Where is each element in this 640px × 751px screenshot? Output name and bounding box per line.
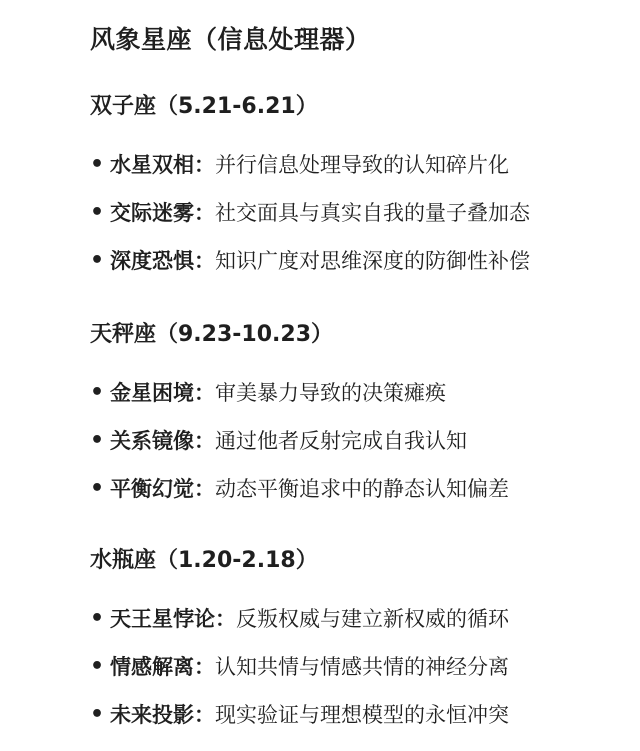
section-libra (90, 318, 620, 501)
bullet-icon: • (90, 248, 105, 273)
item-description: 社交面具与真实自我的量子叠加态 (215, 201, 530, 225)
item-term: 金星困境 (110, 381, 194, 405)
trait-list (90, 602, 620, 746)
item-separator: ： (194, 249, 215, 273)
list-item (90, 376, 620, 424)
item-description: 现实验证与理想模型的永恒冲突 (215, 703, 509, 727)
section-heading: 水瓶座（1.20-2.18） (90, 548, 318, 573)
item-separator: ： (194, 153, 215, 177)
list-item (90, 698, 620, 746)
section-gemini (90, 90, 620, 273)
list-item (90, 602, 620, 650)
bullet-icon: • (90, 606, 105, 631)
page-title: 风象星座（信息处理器） (90, 25, 371, 54)
section-heading: 双子座（5.21-6.21） (90, 94, 318, 119)
trait-list (90, 148, 620, 292)
bullet-icon: • (90, 152, 105, 177)
item-term: 平衡幻觉 (110, 477, 194, 501)
item-description: 知识广度对思维深度的防御性补偿 (215, 249, 530, 273)
item-separator: ： (194, 201, 215, 225)
item-separator: ： (194, 477, 215, 501)
item-description: 审美暴力导致的决策瘫痪 (215, 381, 446, 405)
bullet-icon: • (90, 702, 105, 727)
item-term: 天王星悖论 (110, 607, 215, 631)
item-separator: ： (194, 655, 215, 679)
item-separator: ： (194, 703, 215, 727)
item-term: 未来投影 (110, 703, 194, 727)
list-item (90, 244, 620, 292)
item-term: 关系镜像 (110, 429, 194, 453)
item-term: 深度恐惧 (110, 249, 194, 273)
item-description: 通过他者反射完成自我认知 (215, 429, 467, 453)
bullet-icon: • (90, 476, 105, 501)
item-description: 动态平衡追求中的静态认知偏差 (215, 477, 509, 501)
list-item (90, 148, 620, 196)
item-description: 认知共情与情感共情的神经分离 (215, 655, 509, 679)
list-item (90, 650, 620, 698)
bullet-icon: • (90, 380, 105, 405)
bullet-icon: • (90, 428, 105, 453)
item-separator: ： (194, 429, 215, 453)
list-item (90, 472, 620, 520)
bullet-icon: • (90, 200, 105, 225)
item-separator: ： (215, 607, 236, 631)
item-term: 情感解离 (110, 655, 194, 679)
item-description: 并行信息处理导致的认知碎片化 (215, 153, 509, 177)
item-separator: ： (194, 381, 215, 405)
section-heading: 天秤座（9.23-10.23） (90, 322, 333, 347)
list-item (90, 424, 620, 472)
item-description: 反叛权威与建立新权威的循环 (236, 607, 509, 631)
list-item (90, 196, 620, 244)
item-term: 水星双相 (110, 153, 194, 177)
section-aquarius (90, 544, 620, 727)
bullet-icon: • (90, 654, 105, 679)
item-term: 交际迷雾 (110, 201, 194, 225)
trait-list (90, 376, 620, 520)
